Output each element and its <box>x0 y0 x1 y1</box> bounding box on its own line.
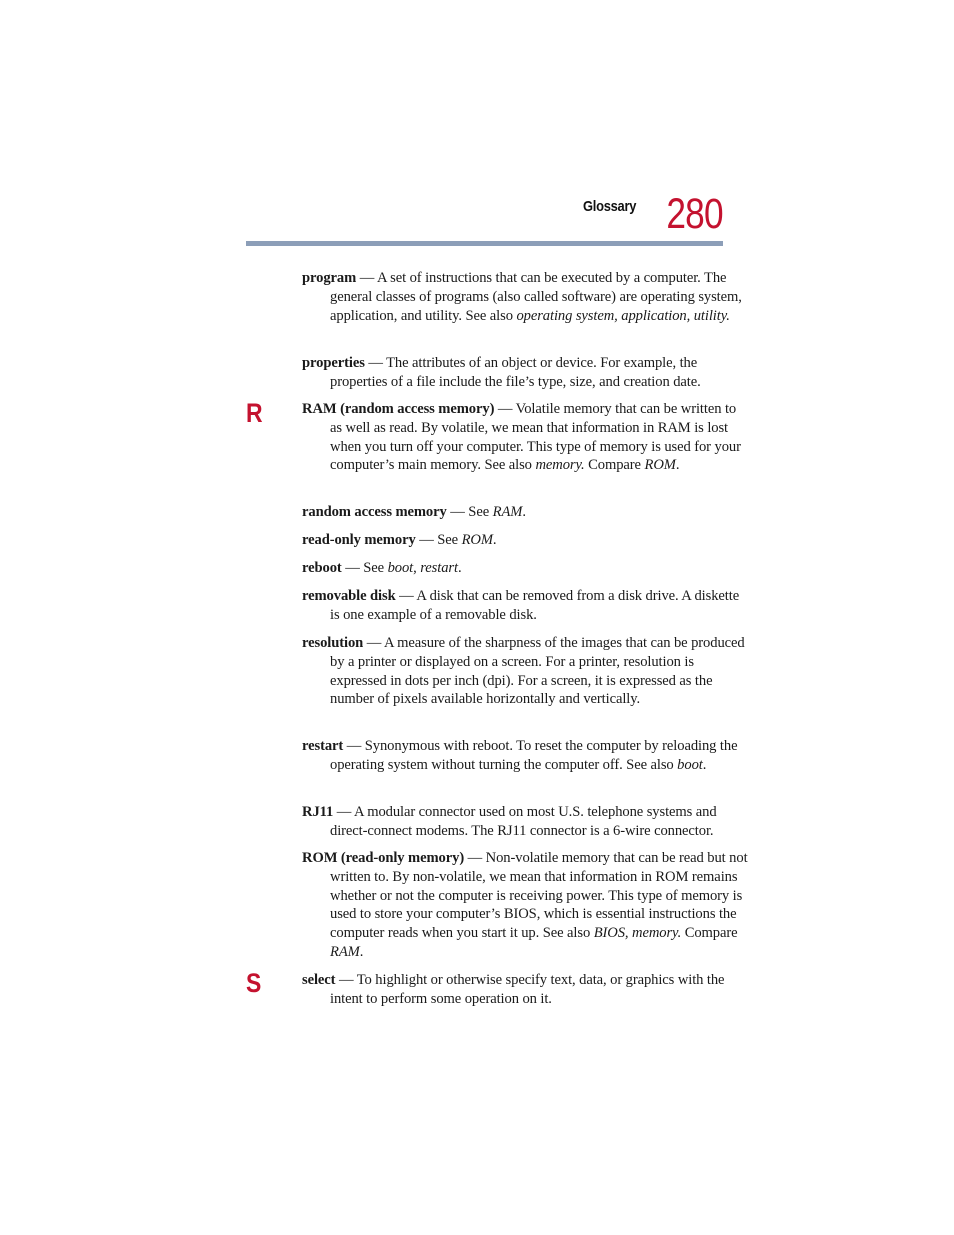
entry-term: resolution <box>302 635 364 651</box>
entry-definition: — A modular connector used on most U.S. telephone systems and direct-connect modems. The RJ11 connector is a 6-wire connector. <box>330 804 717 839</box>
entry-compare-text: Compare <box>584 457 645 474</box>
entry-tail: . <box>675 457 680 474</box>
entry-term: restart <box>302 738 344 754</box>
entry-term: select <box>302 972 336 988</box>
entry-definition: — A disk that can be removed from a disk drive. A diskette is one example of a removable disk. <box>330 588 740 623</box>
entry-definition: — The attributes of an object or device. For example, the properties of a file include the file’s type, size, and creation date. <box>330 355 701 390</box>
header-divider <box>246 241 723 246</box>
entry-definition: — A measure of the sharpness of the images that can be produced by a printer or displayed on a screen. For a printer, resolution is expressed in dots per inch (dpi). For a screen, it is expressed as the number of pixels available horizontally and vertically. <box>330 635 745 708</box>
entry-term: RAM (random access memory) <box>302 401 495 417</box>
entry-definition: — A set of instructions that can be executed by a computer. The general classes of programs (also called software) are operating system, application, and utility. See also <box>330 270 742 324</box>
entry-separator: , <box>413 560 421 576</box>
glossary-entry-rj11 <box>302 803 750 841</box>
entry-tail: . <box>457 560 462 576</box>
page-number: 280 <box>666 190 723 238</box>
entry-cross-reference: BIOS, memory. <box>593 925 682 942</box>
entry-term: RJ11 <box>302 804 334 820</box>
entry-definition: — See <box>341 560 388 576</box>
glossary-entry-restart <box>302 737 750 775</box>
entry-tail: . <box>492 532 497 548</box>
entry-term: reboot <box>302 560 342 576</box>
entry-cross-reference-2: restart <box>420 560 458 576</box>
entry-compare-text: Compare <box>681 925 738 942</box>
glossary-entry-random-access-memory <box>302 503 750 522</box>
entry-term: program <box>302 270 357 286</box>
entry-tail: . <box>359 943 364 960</box>
glossary-entry-read-only-memory <box>302 531 750 550</box>
entry-term: ROM (read-only memory) <box>302 850 465 866</box>
glossary-entry-properties <box>302 354 750 392</box>
section-title: Glossary <box>583 198 637 215</box>
glossary-entry-removable-disk <box>302 587 750 625</box>
letter-marker-r: R <box>246 398 263 428</box>
entry-tail: . <box>702 756 707 773</box>
entry-definition: — See <box>446 504 493 520</box>
entry-cross-reference: RAM <box>492 504 523 520</box>
glossary-entry-rom <box>302 849 750 962</box>
entry-cross-reference: boot <box>677 756 703 773</box>
letter-marker-s: S <box>246 968 262 998</box>
entry-definition: — Non-volatile memory that can be read but not written to. By non-volatile, we mean that information in ROM remains whether or not the computer is receiving power. This type of memory is used to store your computer’s BIOS, which is essential instructions the computer reads when you start it up. See also <box>330 850 748 942</box>
glossary-entry-program <box>302 269 750 325</box>
entry-cross-reference: ROM <box>461 532 493 548</box>
entry-cross-reference: memory. <box>535 457 585 474</box>
glossary-entry-select <box>302 971 750 1009</box>
entry-compare-reference: ROM <box>644 457 676 474</box>
entry-compare-reference: RAM <box>330 943 360 960</box>
entry-definition: — Synonymous with reboot. To reset the computer by reloading the operating system without turning the computer off. See also <box>330 738 738 773</box>
glossary-entry-reboot <box>302 559 750 578</box>
glossary-entry-ram <box>302 400 750 475</box>
entry-definition: — Volatile memory that can be written to as well as read. By volatile, we mean that information in RAM is lost when you turn off your computer. This type of memory is used for your computer’s main memory. See also <box>330 401 741 474</box>
entry-term: properties <box>302 355 365 371</box>
entry-term: random access memory <box>302 504 447 520</box>
entry-term: removable disk <box>302 588 396 604</box>
entry-cross-reference: boot <box>387 560 414 576</box>
entry-cross-reference: operating system, application, utility. <box>516 307 730 324</box>
entry-definition: — To highlight or otherwise specify text, data, or graphics with the intent to perform some operation on it. <box>330 972 725 1007</box>
entry-term: read-only memory <box>302 532 416 548</box>
glossary-entry-resolution <box>302 634 750 709</box>
entry-definition: — See <box>415 532 462 548</box>
entry-tail: . <box>522 504 526 520</box>
